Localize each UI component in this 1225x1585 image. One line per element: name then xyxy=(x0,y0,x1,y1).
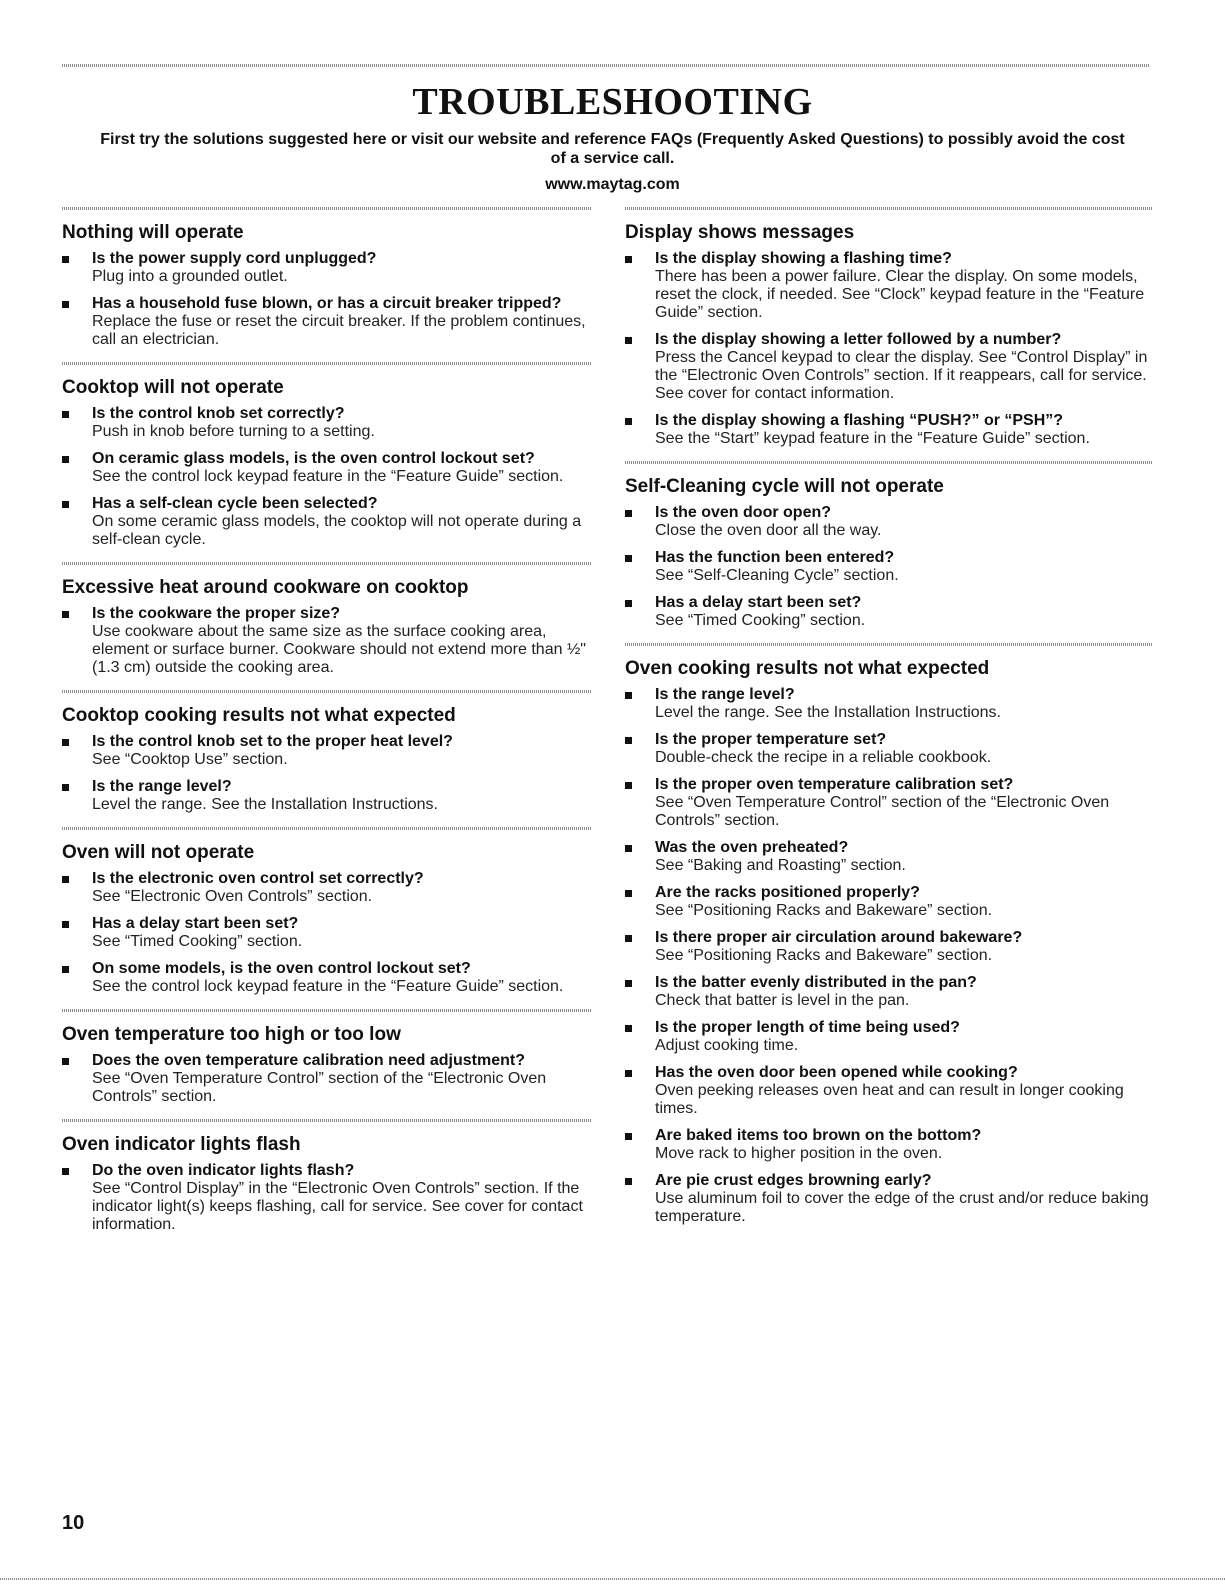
question-text: Is the cookware the proper size? xyxy=(92,605,341,622)
section-divider xyxy=(625,207,1152,210)
left-column xyxy=(62,207,592,1243)
troubleshooting-item xyxy=(62,605,592,677)
answer-text: There has been a power failure. Clear the display. On some models, reset the clock, if needed. See “Clock” keypad feature in the “Feature Guide” section. xyxy=(655,268,1145,321)
answer-text: See the “Start” keypad feature in the “Feature Guide” section. xyxy=(655,430,1090,447)
section-divider xyxy=(625,643,1152,646)
answer-text: See “Timed Cooking” section. xyxy=(92,933,303,950)
answer-text: Push in knob before turning to a setting. xyxy=(92,423,375,440)
square-bullet-icon xyxy=(62,876,69,883)
section-title: Cooktop cooking results not what expected xyxy=(62,705,456,726)
square-bullet-icon xyxy=(625,418,632,425)
section-divider xyxy=(62,690,592,693)
square-bullet-icon xyxy=(625,692,632,699)
troubleshooting-item xyxy=(625,331,1152,403)
troubleshooting-item xyxy=(62,1052,592,1106)
question-text: Is the batter evenly distributed in the pan? xyxy=(655,974,977,991)
question-text: Has a delay start been set? xyxy=(655,594,862,611)
troubleshooting-item xyxy=(62,778,592,814)
question-text: Is the proper temperature set? xyxy=(655,731,887,748)
section-divider xyxy=(62,827,592,830)
section-oven-indicator-lights-flash xyxy=(62,1119,592,1234)
question-text: Has a household fuse blown, or has a circuit breaker tripped? xyxy=(92,295,562,312)
website-url: www.maytag.com xyxy=(545,176,680,193)
section-divider xyxy=(625,461,1152,464)
square-bullet-icon xyxy=(62,301,69,308)
square-bullet-icon xyxy=(62,256,69,263)
question-text: Does the oven temperature calibration need adjustment? xyxy=(92,1052,525,1069)
question-text: Is the proper oven temperature calibration set? xyxy=(655,776,1014,793)
section-divider xyxy=(62,1009,592,1012)
section-title: Oven temperature too high or too low xyxy=(62,1024,401,1045)
troubleshooting-item xyxy=(625,594,1152,630)
troubleshooting-item xyxy=(62,495,592,549)
square-bullet-icon xyxy=(625,337,632,344)
section-divider xyxy=(62,362,592,365)
section-title: Oven cooking results not what expected xyxy=(625,658,990,679)
square-bullet-icon xyxy=(62,411,69,418)
section-display-shows-messages xyxy=(625,207,1152,448)
answer-text: Level the range. See the Installation Instructions. xyxy=(92,796,438,813)
section-cooktop-cooking-results-not-what-expected xyxy=(62,690,592,814)
section-title: Excessive heat around cookware on cooktop xyxy=(62,577,469,598)
question-text: Is the electronic oven control set correctly? xyxy=(92,870,424,887)
question-text: Is the oven door open? xyxy=(655,504,832,521)
section-self-cleaning-cycle-will-not-operate xyxy=(625,461,1152,630)
question-text: Is the range level? xyxy=(92,778,232,795)
answer-text: See “Self-Cleaning Cycle” section. xyxy=(655,567,899,584)
square-bullet-icon xyxy=(62,784,69,791)
square-bullet-icon xyxy=(62,739,69,746)
question-text: Has a self-clean cycle been selected? xyxy=(92,495,378,512)
question-text: Are baked items too brown on the bottom? xyxy=(655,1127,982,1144)
troubleshooting-item xyxy=(625,1064,1152,1118)
troubleshooting-item xyxy=(62,250,592,286)
square-bullet-icon xyxy=(62,611,69,618)
square-bullet-icon xyxy=(625,737,632,744)
answer-text: On some ceramic glass models, the cooktop will not operate during a self-clean cycle. xyxy=(92,513,582,548)
answer-text: Level the range. See the Installation Instructions. xyxy=(655,704,1001,721)
square-bullet-icon xyxy=(625,1070,632,1077)
square-bullet-icon xyxy=(625,256,632,263)
question-text: Are pie crust edges browning early? xyxy=(655,1172,932,1189)
question-text: Is the display showing a letter followed by a number? xyxy=(655,331,1062,348)
troubleshooting-item xyxy=(625,504,1152,540)
answer-text: Close the oven door all the way. xyxy=(655,522,882,539)
square-bullet-icon xyxy=(62,921,69,928)
answer-text: See “Timed Cooking” section. xyxy=(655,612,866,629)
answer-text: See “Control Display” in the “Electronic Oven Controls” section. If the indicator light(s) keeps flashing, call for service. See cover for contact information. xyxy=(92,1180,583,1233)
troubleshooting-item xyxy=(625,974,1152,1010)
troubleshooting-item xyxy=(625,1172,1152,1226)
square-bullet-icon xyxy=(625,935,632,942)
section-title: Cooktop will not operate xyxy=(62,377,284,398)
troubleshooting-item xyxy=(625,549,1152,585)
page-number: 10 xyxy=(62,1512,85,1534)
square-bullet-icon xyxy=(62,501,69,508)
answer-text: See “Oven Temperature Control” section of the “Electronic Oven Controls” section. xyxy=(655,794,1110,829)
answer-text: See “Baking and Roasting” section. xyxy=(655,857,906,874)
square-bullet-icon xyxy=(625,782,632,789)
section-divider xyxy=(62,1119,592,1122)
section-title: Self-Cleaning cycle will not operate xyxy=(625,476,944,497)
section-oven-will-not-operate xyxy=(62,827,592,996)
troubleshooting-item xyxy=(625,1127,1152,1163)
square-bullet-icon xyxy=(625,510,632,517)
answer-text: Replace the fuse or reset the circuit breaker. If the problem continues, call an electrician. xyxy=(92,313,586,348)
square-bullet-icon xyxy=(625,1133,632,1140)
troubleshooting-item xyxy=(625,929,1152,965)
answer-text: See “Positioning Racks and Bakeware” section. xyxy=(655,947,993,964)
answer-text: See “Oven Temperature Control” section of the “Electronic Oven Controls” section. xyxy=(92,1070,547,1105)
square-bullet-icon xyxy=(625,1025,632,1032)
troubleshooting-item xyxy=(625,731,1152,767)
question-text: Is the control knob set correctly? xyxy=(92,405,345,422)
square-bullet-icon xyxy=(62,456,69,463)
question-text: Is the power supply cord unplugged? xyxy=(92,250,377,267)
question-text: Has the oven door been opened while cooking? xyxy=(655,1064,1018,1081)
section-divider xyxy=(62,207,592,210)
answer-text: See the control lock keypad feature in the “Feature Guide” section. xyxy=(92,468,564,485)
question-text: Is the control knob set to the proper heat level? xyxy=(92,733,453,750)
square-bullet-icon xyxy=(625,555,632,562)
question-text: Was the oven preheated? xyxy=(655,839,849,856)
answer-text: Press the Cancel keypad to clear the display. See “Control Display” in the “Electronic Oven Controls” section. If it reappears, call for service. See cover for contact information. xyxy=(655,349,1148,402)
troubleshooting-item xyxy=(62,733,592,769)
troubleshooting-item xyxy=(625,776,1152,830)
answer-text: See the control lock keypad feature in the “Feature Guide” section. xyxy=(92,978,564,995)
troubleshooting-item xyxy=(62,960,592,996)
troubleshooting-item xyxy=(625,686,1152,722)
question-text: Are the racks positioned properly? xyxy=(655,884,920,901)
section-title: Nothing will operate xyxy=(62,222,244,243)
question-text: Is the range level? xyxy=(655,686,795,703)
troubleshooting-item xyxy=(62,405,592,441)
answer-text: See “Electronic Oven Controls” section. xyxy=(92,888,373,905)
answer-text: Use cookware about the same size as the surface cooking area, element or surface burner. Cookware should not extend more than ½" (1.3 cm) outside the cooking area. xyxy=(92,623,586,676)
square-bullet-icon xyxy=(625,1178,632,1185)
intro-text: First try the solutions suggested here or visit our website and reference FAQs (Frequently Asked Questions) to possibly avoid the cost of a service call. xyxy=(100,131,1125,167)
square-bullet-icon xyxy=(625,980,632,987)
answer-text: Adjust cooking time. xyxy=(655,1037,799,1054)
page-title: TROUBLESHOOTING xyxy=(412,81,813,123)
top-divider xyxy=(62,64,1150,67)
right-column xyxy=(625,207,1152,1235)
answer-text: Oven peeking releases oven heat and can result in longer cooking times. xyxy=(655,1082,1124,1117)
question-text: Is there proper air circulation around bakeware? xyxy=(655,929,1023,946)
bottom-divider xyxy=(0,1578,1225,1580)
section-title: Oven will not operate xyxy=(62,842,255,863)
troubleshooting-item xyxy=(62,295,592,349)
answer-text: See “Cooktop Use” section. xyxy=(92,751,288,768)
troubleshooting-item xyxy=(625,839,1152,875)
question-text: Is the proper length of time being used? xyxy=(655,1019,960,1036)
question-text: Is the display showing a flashing time? xyxy=(655,250,952,267)
section-excessive-heat-around-cookware-on-cooktop xyxy=(62,562,592,677)
question-text: On ceramic glass models, is the oven control lockout set? xyxy=(92,450,535,467)
question-text: Do the oven indicator lights flash? xyxy=(92,1162,355,1179)
answer-text: Plug into a grounded outlet. xyxy=(92,268,288,285)
troubleshooting-item xyxy=(62,870,592,906)
section-title: Oven indicator lights flash xyxy=(62,1134,301,1155)
answer-text: Check that batter is level in the pan. xyxy=(655,992,910,1009)
square-bullet-icon xyxy=(62,1058,69,1065)
question-text: Has the function been entered? xyxy=(655,549,895,566)
section-oven-temperature-too-high-or-too-low xyxy=(62,1009,592,1106)
troubleshooting-item xyxy=(625,250,1152,322)
square-bullet-icon xyxy=(625,600,632,607)
troubleshooting-item xyxy=(625,412,1152,448)
answer-text: Use aluminum foil to cover the edge of the crust and/or reduce baking temperature. xyxy=(655,1190,1149,1225)
question-text: Is the display showing a flashing “PUSH?” or “PSH”? xyxy=(655,412,1064,429)
answer-text: See “Positioning Racks and Bakeware” section. xyxy=(655,902,993,919)
section-cooktop-will-not-operate xyxy=(62,362,592,549)
troubleshooting-item xyxy=(62,1162,592,1234)
square-bullet-icon xyxy=(62,1168,69,1175)
square-bullet-icon xyxy=(625,845,632,852)
troubleshooting-item xyxy=(625,1019,1152,1055)
square-bullet-icon xyxy=(625,890,632,897)
question-text: On some models, is the oven control lockout set? xyxy=(92,960,471,977)
answer-text: Double-check the recipe in a reliable cookbook. xyxy=(655,749,992,766)
troubleshooting-item xyxy=(625,884,1152,920)
square-bullet-icon xyxy=(62,966,69,973)
question-text: Has a delay start been set? xyxy=(92,915,299,932)
troubleshooting-item xyxy=(62,915,592,951)
answer-text: Move rack to higher position in the oven. xyxy=(655,1145,943,1162)
troubleshooting-item xyxy=(62,450,592,486)
section-oven-cooking-results-not-what-expected xyxy=(625,643,1152,1226)
section-nothing-will-operate xyxy=(62,207,592,349)
section-divider xyxy=(62,562,592,565)
section-title: Display shows messages xyxy=(625,222,855,243)
